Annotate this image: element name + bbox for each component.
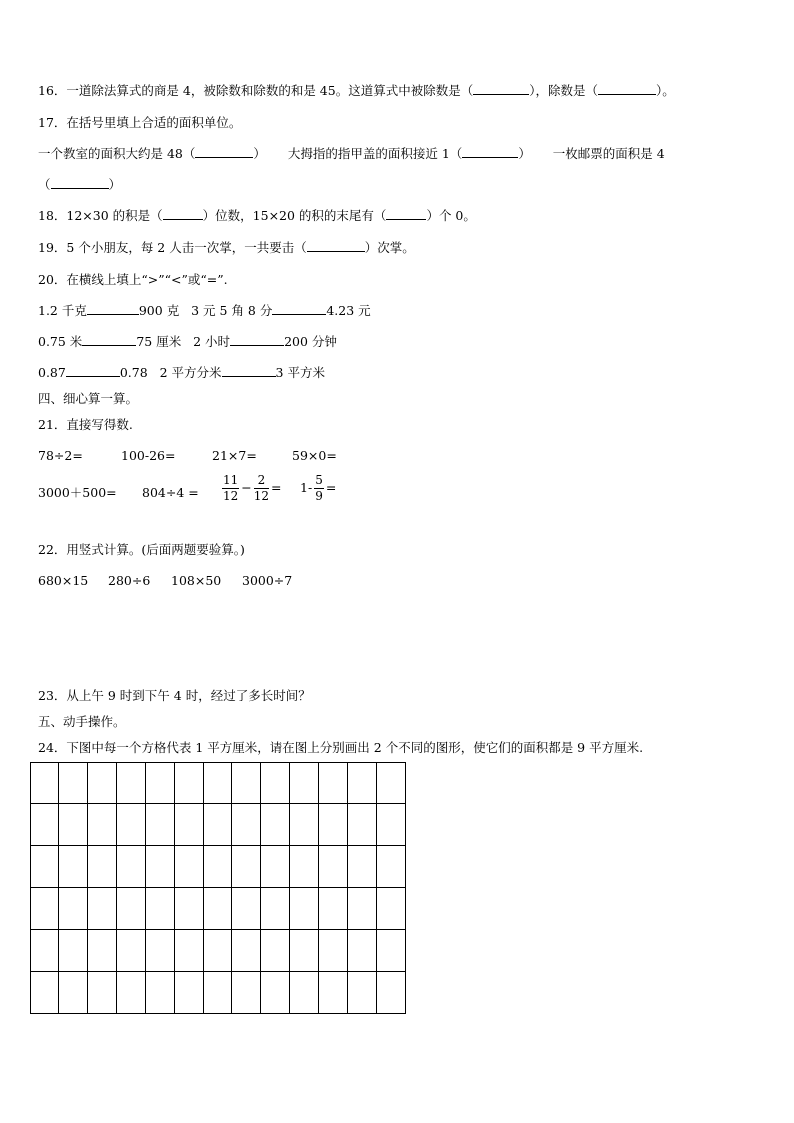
grid-cell[interactable] <box>319 804 348 846</box>
q20-row2-blank1[interactable] <box>82 334 136 346</box>
grid-cell[interactable] <box>117 930 146 972</box>
grid-cell[interactable] <box>232 972 261 1014</box>
grid-cell[interactable] <box>232 762 261 804</box>
q20-row1-a: 1.2 千克 <box>38 303 87 318</box>
drawing-grid[interactable] <box>30 762 406 1014</box>
grid-cell[interactable] <box>175 972 204 1014</box>
question-18 <box>38 208 476 224</box>
grid-cell[interactable] <box>30 930 59 972</box>
fraction-2-12: $\frac{2}{12}$ <box>253 473 270 503</box>
grid-cell[interactable] <box>146 762 175 804</box>
grid-cell[interactable] <box>319 972 348 1014</box>
q17-close3: ） <box>108 177 122 192</box>
q21-calc-6: 804÷4 = <box>142 485 199 500</box>
grid-cell[interactable] <box>348 930 377 972</box>
grid-cell[interactable] <box>146 930 175 972</box>
grid-cell[interactable] <box>377 972 406 1014</box>
grid-cell[interactable] <box>59 762 88 804</box>
q20-row2-d: 200 分钟 <box>284 334 337 349</box>
q18-blank-zeros[interactable] <box>386 208 426 220</box>
grid-cell[interactable] <box>377 804 406 846</box>
question-17-items <box>38 146 665 162</box>
q17-close1: ） <box>253 146 266 161</box>
grid-cell[interactable] <box>117 846 146 888</box>
q19-text-b: ）次掌。 <box>364 240 415 255</box>
grid-cell[interactable] <box>290 888 319 930</box>
grid-cell[interactable] <box>377 888 406 930</box>
q22-item-3: 108×50 <box>171 573 222 588</box>
grid-cell[interactable] <box>348 762 377 804</box>
grid-cell[interactable] <box>117 762 146 804</box>
grid-cell[interactable] <box>88 930 117 972</box>
fraction-11-12: $\frac{11}{12}$ <box>223 473 239 503</box>
grid-cell[interactable] <box>204 762 233 804</box>
grid-cell[interactable] <box>175 846 204 888</box>
grid-cell[interactable] <box>59 846 88 888</box>
grid-cell[interactable] <box>59 888 88 930</box>
grid-cell[interactable] <box>30 762 59 804</box>
q17-item1: 一个教室的面积大约是 48（ <box>38 146 196 161</box>
grid-cell[interactable] <box>88 972 117 1014</box>
grid-cell[interactable] <box>261 930 290 972</box>
q16-blank-divisor[interactable] <box>598 83 656 95</box>
q17-open3: （ <box>38 177 51 192</box>
question-20-title: 20．在横线上填上“>”“<”或“=”. <box>38 272 228 287</box>
grid-cell[interactable] <box>261 804 290 846</box>
question-23: 23．从上午 9 时到下午 4 时，经过了多长时间？ <box>38 688 311 703</box>
grid-cell[interactable] <box>30 888 59 930</box>
grid-cell[interactable] <box>88 762 117 804</box>
grid-cell[interactable] <box>175 930 204 972</box>
q20-row3-b: 0.78 <box>119 365 148 380</box>
grid-cell[interactable] <box>232 888 261 930</box>
q20-row3-blank2[interactable] <box>222 365 276 377</box>
grid-cell[interactable] <box>88 804 117 846</box>
section-5-heading: 五、动手操作。 <box>38 714 126 729</box>
grid-cell[interactable] <box>30 972 59 1014</box>
q17-blank2[interactable] <box>462 146 518 158</box>
grid-cell[interactable] <box>290 930 319 972</box>
q18-text-c: ）个 0。 <box>426 208 476 223</box>
q22-item-1: 680×15 <box>38 573 89 588</box>
grid-cell[interactable] <box>30 804 59 846</box>
grid-cell[interactable] <box>146 846 175 888</box>
q20-row-3 <box>38 365 325 381</box>
one-minus: 1- <box>300 480 313 495</box>
q16-blank-dividend[interactable] <box>473 83 529 95</box>
grid-cell[interactable] <box>232 804 261 846</box>
question-21-title: 21．直接写得数. <box>38 417 133 432</box>
grid-cell[interactable] <box>261 888 290 930</box>
q20-row2-c: 2 小时 <box>193 334 231 349</box>
q19-blank[interactable] <box>307 240 365 252</box>
grid-cell[interactable] <box>290 804 319 846</box>
grid-cell[interactable] <box>204 972 233 1014</box>
question-16 <box>38 83 675 99</box>
grid-cell[interactable] <box>59 972 88 1014</box>
grid-cell[interactable] <box>319 762 348 804</box>
q20-row1-c: 3 元 5 角 8 分 <box>191 303 273 318</box>
q20-row2-a: 0.75 米 <box>38 334 83 349</box>
grid-cell[interactable] <box>377 930 406 972</box>
q16-text-b: ），除数是（ <box>529 83 598 98</box>
grid-cell[interactable] <box>204 846 233 888</box>
grid-cell[interactable] <box>290 762 319 804</box>
q17-item2: 大拇指的指甲盖的面积接近 1（ <box>287 146 463 161</box>
grid-cell[interactable] <box>348 846 377 888</box>
grid-cell[interactable] <box>290 972 319 1014</box>
grid-cell[interactable] <box>88 846 117 888</box>
q18-text-a: 18．12×30 的积是（ <box>38 208 163 223</box>
grid-cell[interactable] <box>117 888 146 930</box>
minus-sign: − <box>241 480 252 495</box>
q20-row2-blank2[interactable] <box>230 334 284 346</box>
grid-cell[interactable] <box>59 804 88 846</box>
question-17-item3-blank <box>38 177 121 193</box>
q17-close2: ） <box>518 146 531 161</box>
q16-text-a: 16．一道除法算式的商是 4，被除数和除数的和是 45。这道算式中被除数是（ <box>38 83 474 98</box>
grid-cell[interactable] <box>204 930 233 972</box>
q19-text-a: 19．5 个小朋友，每 2 人击一次掌，一共要击（ <box>38 240 307 255</box>
grid-cell[interactable] <box>348 804 377 846</box>
q21-calc-5: 3000＋500= <box>38 485 117 500</box>
grid-cell[interactable] <box>232 846 261 888</box>
grid-cell[interactable] <box>377 762 406 804</box>
q17-blank3[interactable] <box>51 177 109 189</box>
q22-item-4: 3000÷7 <box>242 573 293 588</box>
q20-row1-d: 4.23 元 <box>326 303 371 318</box>
q20-row1-b: 900 克 <box>138 303 180 318</box>
q21-calc-4: 59×0= <box>292 448 337 463</box>
question-19 <box>38 240 415 256</box>
grid-cell[interactable] <box>261 972 290 1014</box>
q21-fraction-expression-b <box>300 473 336 504</box>
q20-row3-a: 0.87 <box>38 365 66 380</box>
q20-row-1 <box>38 303 371 319</box>
q21-calc-1: 78÷2= <box>38 448 83 463</box>
question-17-title: 17．在括号里填上合适的面积单位。 <box>38 115 242 130</box>
grid-cell[interactable] <box>175 804 204 846</box>
q20-row3-d: 3 平方米 <box>275 365 325 380</box>
grid-cell[interactable] <box>377 846 406 888</box>
q20-row3-c: 2 平方分米 <box>159 365 222 380</box>
equals-sign: = <box>325 480 337 495</box>
q16-text-c: ）。 <box>655 83 675 98</box>
grid-cell[interactable] <box>59 930 88 972</box>
grid-cell[interactable] <box>117 804 146 846</box>
grid-cell[interactable] <box>117 972 146 1014</box>
grid-cell[interactable] <box>146 804 175 846</box>
grid-cell[interactable] <box>175 762 204 804</box>
grid-cell[interactable] <box>30 846 59 888</box>
q20-row2-b: 75 厘米 <box>136 334 182 349</box>
grid-cell[interactable] <box>261 846 290 888</box>
grid-cell[interactable] <box>319 846 348 888</box>
grid-cell[interactable] <box>175 888 204 930</box>
grid-cell[interactable] <box>204 804 233 846</box>
q18-text-b: ）位数，15×20 的积的末尾有（ <box>202 208 387 223</box>
q20-row1-blank2[interactable] <box>272 303 326 315</box>
fraction-5-9: $\frac{5}{9}$ <box>315 473 323 503</box>
section-4-heading: 四、细心算一算。 <box>38 391 139 406</box>
grid-cell[interactable] <box>232 930 261 972</box>
grid-cell[interactable] <box>348 972 377 1014</box>
grid-cell[interactable] <box>146 888 175 930</box>
grid-cell[interactable] <box>204 888 233 930</box>
grid-cell[interactable] <box>88 888 117 930</box>
q20-row-2 <box>38 334 337 350</box>
grid-cell[interactable] <box>146 972 175 1014</box>
q21-calc-2: 100-26= <box>121 448 176 463</box>
grid-cell[interactable] <box>319 930 348 972</box>
q17-item3: 一枚邮票的面积是 4 <box>552 146 665 161</box>
q22-item-2: 280÷6 <box>108 573 151 588</box>
q20-row1-blank1[interactable] <box>87 303 139 315</box>
q18-blank-digits[interactable] <box>163 208 203 220</box>
q17-blank1[interactable] <box>195 146 253 158</box>
grid-cell[interactable] <box>348 888 377 930</box>
question-22-title: 22．用竖式计算。(后面两题要验算。) <box>38 542 245 557</box>
grid-cell[interactable] <box>319 888 348 930</box>
q21-calc-3: 21×7= <box>212 448 257 463</box>
equals-sign: = <box>271 480 282 495</box>
question-24-title: 24．下图中每一个方格代表 1 平方厘米，请在图上分别画出 2 个不同的图形，使它们的面积都是 9 平方厘米. <box>38 740 644 755</box>
grid-cell[interactable] <box>290 846 319 888</box>
q21-fraction-expression-a <box>220 473 282 504</box>
grid-cell[interactable] <box>261 762 290 804</box>
q20-row3-blank1[interactable] <box>66 365 120 377</box>
